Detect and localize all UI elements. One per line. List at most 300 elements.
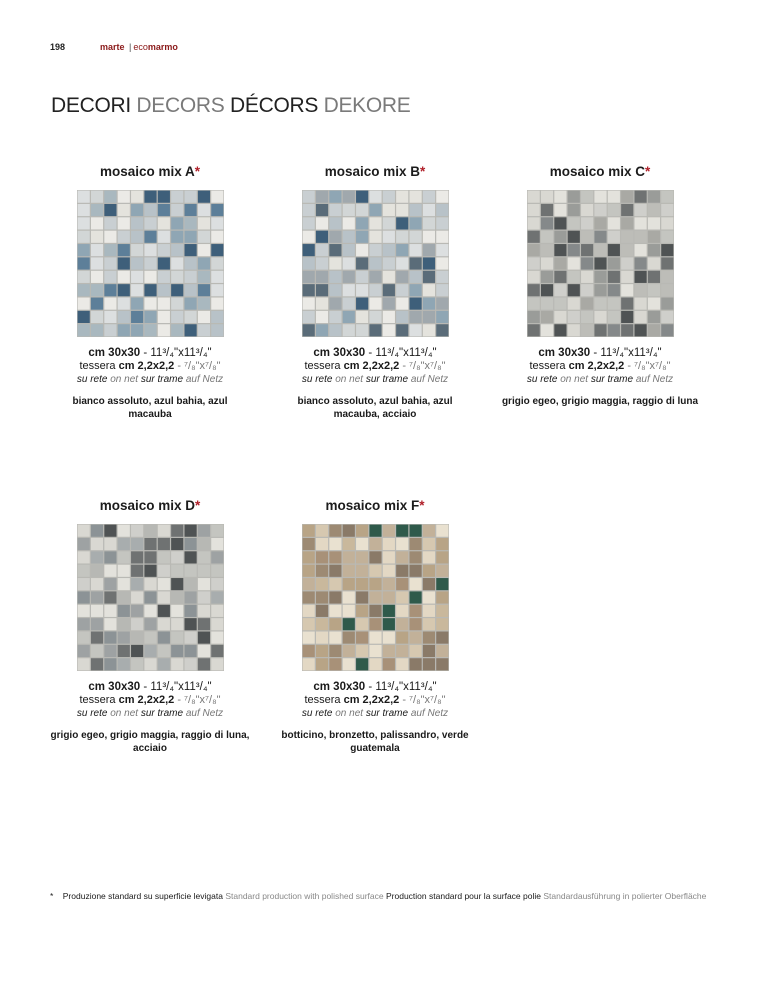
mosaic-tessera [594,217,606,229]
mosaic-tessera [369,618,381,630]
mosaic-tessera [302,565,314,577]
tessera-size [275,360,475,373]
mosaic-tessera [422,271,434,283]
mosaic-tessera [184,257,196,269]
mosaic-tessera [382,257,394,269]
mosaic-tessera [197,284,209,296]
mosaic-tessera [647,311,659,323]
mosaic-tessera [302,538,314,550]
mosaic-tessera [144,204,156,216]
product-card [50,162,250,421]
mosaic-tessera [184,578,196,590]
mosaic-tessera [422,257,434,269]
mosaic-tessera [171,658,183,670]
mosaic-tessera [409,538,421,550]
mosaic-tessera [422,605,434,617]
mosaic-tessera [302,204,314,216]
mosaic-tessera [157,257,169,269]
tessera-inch: - ⁷/₈"x⁷/₈" [402,360,446,372]
mosaic-tessera [197,551,209,563]
mosaic-tessera [104,298,116,310]
mosaic-tessera [197,525,209,537]
mosaic-tessera [527,191,539,203]
mosaic-tessera [302,525,314,537]
mosaic-tessera [90,618,102,630]
mosaic-tessera [184,538,196,550]
mosaic-tessera [554,271,566,283]
mosaic-tessera [342,658,354,670]
mosaic-tessera [567,231,579,243]
mosaic-tessera [382,578,394,590]
mosaic-tessera [211,298,223,310]
mosaic-tessera [90,284,102,296]
mosaic-tessera [356,525,368,537]
mosaic-tessera [197,658,209,670]
mosaic-tessera [621,244,633,256]
mosaic-tessera [382,565,394,577]
mosaic-tessera [527,271,539,283]
mosaic-tessera [77,311,89,323]
title-de: DEKORE [323,94,411,117]
product-name [275,496,475,516]
product-name [50,162,250,182]
mosaic-tessera [117,591,129,603]
mosaic-tessera [396,565,408,577]
product-name [50,496,250,516]
mosaic-tessera [422,525,434,537]
mosaic-tessera [342,257,354,269]
mosaic-tessera [197,217,209,229]
mosaic-tessera [211,324,223,336]
mosaic-tessera [90,525,102,537]
mosaic-tessera [90,551,102,563]
mosaic-tessera [104,591,116,603]
mosaic-tessera [396,551,408,563]
page-title [51,94,411,118]
net-it: su rete [301,374,333,385]
mosaic-tessera [396,191,408,203]
mosaic-tessera [369,191,381,203]
mosaic-tessera [315,191,327,203]
mosaic-tessera [197,257,209,269]
mosaic-tessera [90,645,102,657]
mosaic-tessera [594,204,606,216]
mosaic-tessera [396,244,408,256]
mosaic-tessera [171,324,183,336]
mounting-info [50,707,250,720]
mosaic-tessera [184,271,196,283]
mosaic-tessera [144,551,156,563]
mosaic-tessera [117,551,129,563]
mosaic-tessera [131,204,143,216]
mosaic-tessera [211,591,223,603]
color-list: grigio egeo, grigio maggia, raggio di luna [501,396,699,407]
mosaic-tessera [144,618,156,630]
net-it: su rete [76,374,108,385]
page-number: 198 [50,42,66,52]
mosaic-tessera [157,284,169,296]
tessera-label: tessera [79,360,116,372]
mosaic-tessera [382,632,394,644]
mosaic-tessera [117,645,129,657]
mosaic-tessera [607,204,619,216]
mosaic-tessera [104,271,116,283]
footnote [50,891,706,901]
mosaic-tessera [527,217,539,229]
mosaic-tessera [422,632,434,644]
mosaic-tessera [302,271,314,283]
mosaic-tessera [594,298,606,310]
mosaic-tessera [634,298,646,310]
mounting-info [275,373,475,386]
mosaic-tessera [184,591,196,603]
mosaic-tile-image [527,190,674,337]
mosaic-tessera [540,244,552,256]
mosaic-tessera [77,271,89,283]
mosaic-tessera [567,217,579,229]
mosaic-tessera [329,565,341,577]
product-name-text: mosaico mix B [324,164,421,179]
net-de: auf Netz [635,374,674,385]
mosaic-tessera [171,565,183,577]
mosaic-tessera [197,538,209,550]
mosaic-tessera [157,645,169,657]
mosaic-tessera [661,298,673,310]
mosaic-tessera [104,525,116,537]
mosaic-tessera [211,311,223,323]
mosaic-tessera [356,645,368,657]
mosaic-tessera [436,324,448,336]
mosaic-tessera [607,244,619,256]
mosaic-tessera [117,605,129,617]
mosaic-tessera [77,618,89,630]
mosaic-tessera [369,658,381,670]
mosaic-tessera [157,244,169,256]
mosaic-tessera [581,217,593,229]
mosaic-tessera [342,231,354,243]
mosaic-tessera [211,244,223,256]
mosaic-tessera [581,324,593,336]
mosaic-tessera [396,538,408,550]
mosaic-tile-image [77,190,224,337]
size-cm-value: cm 30x30 [538,347,591,359]
mosaic-tessera [554,257,566,269]
mosaic-tessera [171,551,183,563]
mosaic-tessera [540,191,552,203]
mosaic-tessera [369,217,381,229]
mosaic-tessera [356,324,368,336]
mosaic-tessera [157,191,169,203]
mosaic-tessera [409,525,421,537]
mosaic-tessera [157,591,169,603]
mosaic-tessera [382,618,394,630]
mosaic-tessera [382,658,394,670]
mosaic-tessera [409,217,421,229]
mosaic-tessera [184,217,196,229]
mosaic-tessera [621,204,633,216]
mosaic-tessera [634,191,646,203]
tessera-inch: - ⁷/₈"x⁷/₈" [402,694,446,706]
net-fr: sur trame [140,708,184,719]
mosaic-tessera [144,284,156,296]
mosaic-tessera [144,231,156,243]
mosaic-tessera [594,284,606,296]
product-name-text: mosaico mix A [99,164,195,179]
mosaic-tessera [342,217,354,229]
mosaic-tessera [144,271,156,283]
mosaic-tessera [607,217,619,229]
mosaic-tessera [131,591,143,603]
mosaic-tessera [315,311,327,323]
mosaic-tessera [197,605,209,617]
mosaic-tessera [184,244,196,256]
mosaic-tessera [171,284,183,296]
mosaic-tessera [594,231,606,243]
mosaic-tessera [329,538,341,550]
mosaic-tessera [302,632,314,644]
mosaic-tessera [621,217,633,229]
mosaic-tessera [356,578,368,590]
mosaic-tessera [211,632,223,644]
color-list: grigio egeo, grigio maggia, raggio di luna, acciaio [50,730,250,754]
mosaic-tessera [369,525,381,537]
mosaic-tessera [342,191,354,203]
mosaic-tessera [356,551,368,563]
tessera-inch: - ⁷/₈"x⁷/₈" [177,360,221,372]
color-list: bianco assoluto, azul bahia, azul macauba, acciaio [297,396,453,420]
mosaic-tessera [554,298,566,310]
mosaic-tessera [436,632,448,644]
mosaic-tessera [211,618,223,630]
mosaic-tessera [315,565,327,577]
mosaic-tessera [607,324,619,336]
mosaic-tessera [369,578,381,590]
mosaic-tessera [104,244,116,256]
net-de: auf Netz [410,708,449,719]
mosaic-tessera [540,324,552,336]
mosaic-tessera [131,525,143,537]
mosaic-tessera [131,618,143,630]
mosaic-tessera [369,565,381,577]
net-en: on net [335,708,364,719]
mosaic-tessera [647,204,659,216]
mosaic-tessera [607,231,619,243]
mosaic-tessera [409,191,421,203]
size-cm-value: cm 30x30 [313,347,366,359]
mosaic-tessera [302,217,314,229]
mosaic-tessera [197,578,209,590]
mosaic-tessera [197,231,209,243]
mosaic-tessera [131,231,143,243]
mosaic-tessera [211,217,223,229]
mosaic-tessera [77,217,89,229]
tessera-size [500,360,700,373]
mosaic-tessera [90,538,102,550]
tessera-cm: cm 2,2x2,2 [118,694,175,706]
mosaic-tessera [396,298,408,310]
mosaic-tessera [315,551,327,563]
mosaic-tessera [436,591,448,603]
mosaic-tessera [171,538,183,550]
mosaic-tessera [131,324,143,336]
mosaic-tessera [104,645,116,657]
mosaic-tessera [302,231,314,243]
mosaic-tessera [356,632,368,644]
mosaic-tessera [104,551,116,563]
mosaic-tessera [315,538,327,550]
mosaic-tessera [104,632,116,644]
mosaic-tessera [90,324,102,336]
mosaic-tessera [409,605,421,617]
mosaic-tessera [144,217,156,229]
mosaic-tessera [356,217,368,229]
mosaic-tessera [77,284,89,296]
mosaic-tessera [436,204,448,216]
mosaic-tessera [647,244,659,256]
mosaic-tessera [647,298,659,310]
mosaic-tessera [77,578,89,590]
mosaic-tessera [329,191,341,203]
mosaic-tessera [329,311,341,323]
mosaic-tessera [157,311,169,323]
tessera-size [275,694,475,707]
mosaic-tessera [184,645,196,657]
mosaic-tessera [117,257,129,269]
asterisk: * [419,498,425,513]
tessera-cm: cm 2,2x2,2 [343,694,400,706]
mosaic-tessera [540,271,552,283]
mosaic-tessera [104,204,116,216]
mosaic-tessera [356,538,368,550]
mosaic-tessera [211,525,223,537]
mosaic-tessera [211,565,223,577]
mosaic-tessera [581,244,593,256]
mosaic-tessera [356,257,368,269]
mosaic-tessera [131,191,143,203]
mosaic-tessera [661,284,673,296]
mosaic-tessera [342,538,354,550]
size-cm [500,346,700,360]
mosaic-tessera [77,257,89,269]
mosaic-tessera [382,551,394,563]
mosaic-tessera [661,217,673,229]
mosaic-tessera [436,311,448,323]
net-fr: sur trame [590,374,634,385]
mosaic-tessera [594,191,606,203]
mosaic-tessera [117,244,129,256]
mosaic-tessera [594,271,606,283]
mosaic-tessera [144,605,156,617]
title-en: DECORS [136,94,225,117]
mosaic-tessera [77,191,89,203]
mosaic-tessera [369,231,381,243]
mosaic-tessera [540,204,552,216]
footnote-star: * [50,891,54,901]
mosaic-tessera [211,578,223,590]
net-fr: sur trame [140,374,184,385]
mosaic-tessera [581,271,593,283]
tessera-label: tessera [304,694,341,706]
mosaic-tessera [77,645,89,657]
mosaic-tessera [594,244,606,256]
mosaic-tessera [396,311,408,323]
brand-eco: eco [133,42,148,52]
mosaic-tessera [567,191,579,203]
mosaic-tessera [90,658,102,670]
mosaic-tessera [527,244,539,256]
mosaic-tessera [647,271,659,283]
mosaic-tessera [144,658,156,670]
mosaic-tessera [171,632,183,644]
size-cm [50,346,250,360]
mosaic-tessera [117,204,129,216]
mosaic-tessera [621,191,633,203]
mosaic-tessera [315,591,327,603]
mosaic-tessera [117,284,129,296]
mosaic-tessera [594,311,606,323]
mosaic-tessera [315,244,327,256]
mosaic-tessera [422,551,434,563]
mosaic-tessera [554,311,566,323]
mosaic-tessera [422,538,434,550]
mosaic-tessera [554,231,566,243]
mosaic-tessera [197,645,209,657]
mosaic-tessera [607,284,619,296]
size-cm-value: cm 30x30 [88,347,141,359]
mosaic-tessera [396,324,408,336]
mosaic-tessera [554,244,566,256]
mosaic-tessera [157,632,169,644]
size-inch-value: - 11³/₄"x11³/₄" [143,681,212,693]
mosaic-tessera [647,231,659,243]
mosaic-tessera [329,645,341,657]
mosaic-tessera [396,217,408,229]
mosaic-tessera [77,204,89,216]
mosaic-tessera [621,284,633,296]
mosaic-tessera [184,632,196,644]
mosaic-tessera [554,191,566,203]
mosaic-tessera [184,191,196,203]
mosaic-tessera [342,311,354,323]
mosaic-tessera [422,298,434,310]
mosaic-tessera [211,551,223,563]
mosaic-tessera [211,231,223,243]
footnote-en: Standard production with polished surface [225,891,384,901]
mosaic-tessera [409,645,421,657]
mosaic-tessera [171,204,183,216]
mosaic-tessera [184,311,196,323]
mosaic-tessera [302,257,314,269]
mosaic-tessera [422,204,434,216]
tessera-label: tessera [304,360,341,372]
mosaic-tessera [104,284,116,296]
asterisk: * [645,164,651,179]
mosaic-tessera [157,618,169,630]
mosaic-tessera [117,191,129,203]
mosaic-tessera [90,204,102,216]
mosaic-tessera [157,565,169,577]
mosaic-tessera [581,191,593,203]
mosaic-tessera [117,538,129,550]
mosaic-tessera [197,632,209,644]
mosaic-tessera [329,525,341,537]
mosaic-tessera [607,298,619,310]
mosaic-tessera [634,204,646,216]
mosaic-tessera [90,217,102,229]
mosaic-tessera [144,565,156,577]
mosaic-tessera [171,311,183,323]
mosaic-tessera [315,284,327,296]
